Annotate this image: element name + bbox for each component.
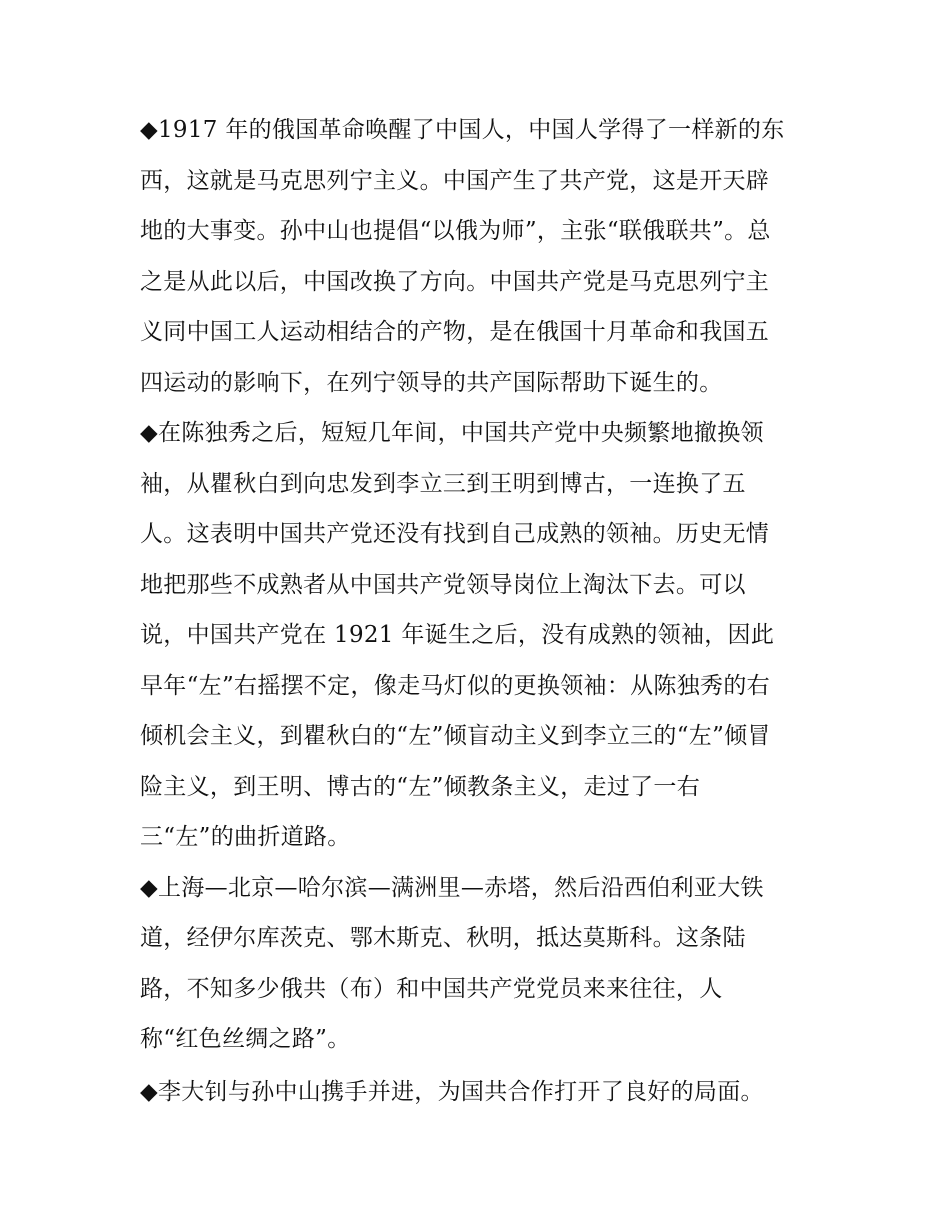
text-line: 地的大事变。孙中山也提倡“以俄为师”，主张“联俄联共”。总 [140, 218, 771, 244]
text-line: 说，中国共产党在 1921 年诞生之后，没有成熟的领袖，因此 [140, 622, 775, 648]
text-line: 西，这就是马克思列宁主义。中国产生了共产党，这是开天辟 [140, 168, 770, 194]
text-line: 路，不知多少俄共（布）和中国共产党党员来来往往，人 [140, 976, 723, 1002]
text-line: 人。这表明中国共产党还没有找到自己成熟的领袖。历史无情 [140, 521, 770, 547]
text-line: 地把那些不成熟者从中国共产党领导岗位上淘汰下去。可以 [140, 572, 746, 598]
text-line: ◆1917 年的俄国革命唤醒了中国人，中国人学得了一样新的东 [140, 117, 785, 143]
text-line: 四运动的影响下，在列宁领导的共产国际帮助下诞生的。 [140, 370, 723, 396]
text-line: 袖，从瞿秋白到向忠发到李立三到王明到博古，一连换了五 [140, 471, 746, 497]
text-line: ◆在陈独秀之后，短短几年间，中国共产党中央频繁地撤换领 [140, 420, 764, 446]
text-line: 之是从此以后，中国改换了方向。中国共产党是马克思列宁主 [140, 269, 770, 295]
text-line: 倾机会主义，到瞿秋白的“左”倾盲动主义到李立三的“左”倾冒 [140, 723, 771, 749]
text-line: 早年“左”右摇摆不定，像走马灯似的更换领袖：从陈独秀的右 [140, 673, 770, 699]
text-line: 称“红色丝绸之路”。 [140, 1026, 351, 1052]
text-line: 三“左”的曲折道路。 [140, 824, 351, 850]
text-line: ◆李大钊与孙中山携手并进，为国共合作打开了良好的局面。 [140, 1079, 764, 1105]
text-line: 道，经伊尔库茨克、鄂木斯克、秋明，抵达莫斯科。这条陆 [140, 925, 746, 951]
text-line: 义同中国工人运动相结合的产物，是在俄国十月革命和我国五 [140, 319, 770, 345]
text-line: ◆上海—北京—哈尔滨—满洲里—赤塔，然后沿西伯利亚大铁 [140, 875, 764, 901]
text-line: 险主义，到王明、博古的“左”倾教条主义，走过了一右 [140, 774, 701, 800]
